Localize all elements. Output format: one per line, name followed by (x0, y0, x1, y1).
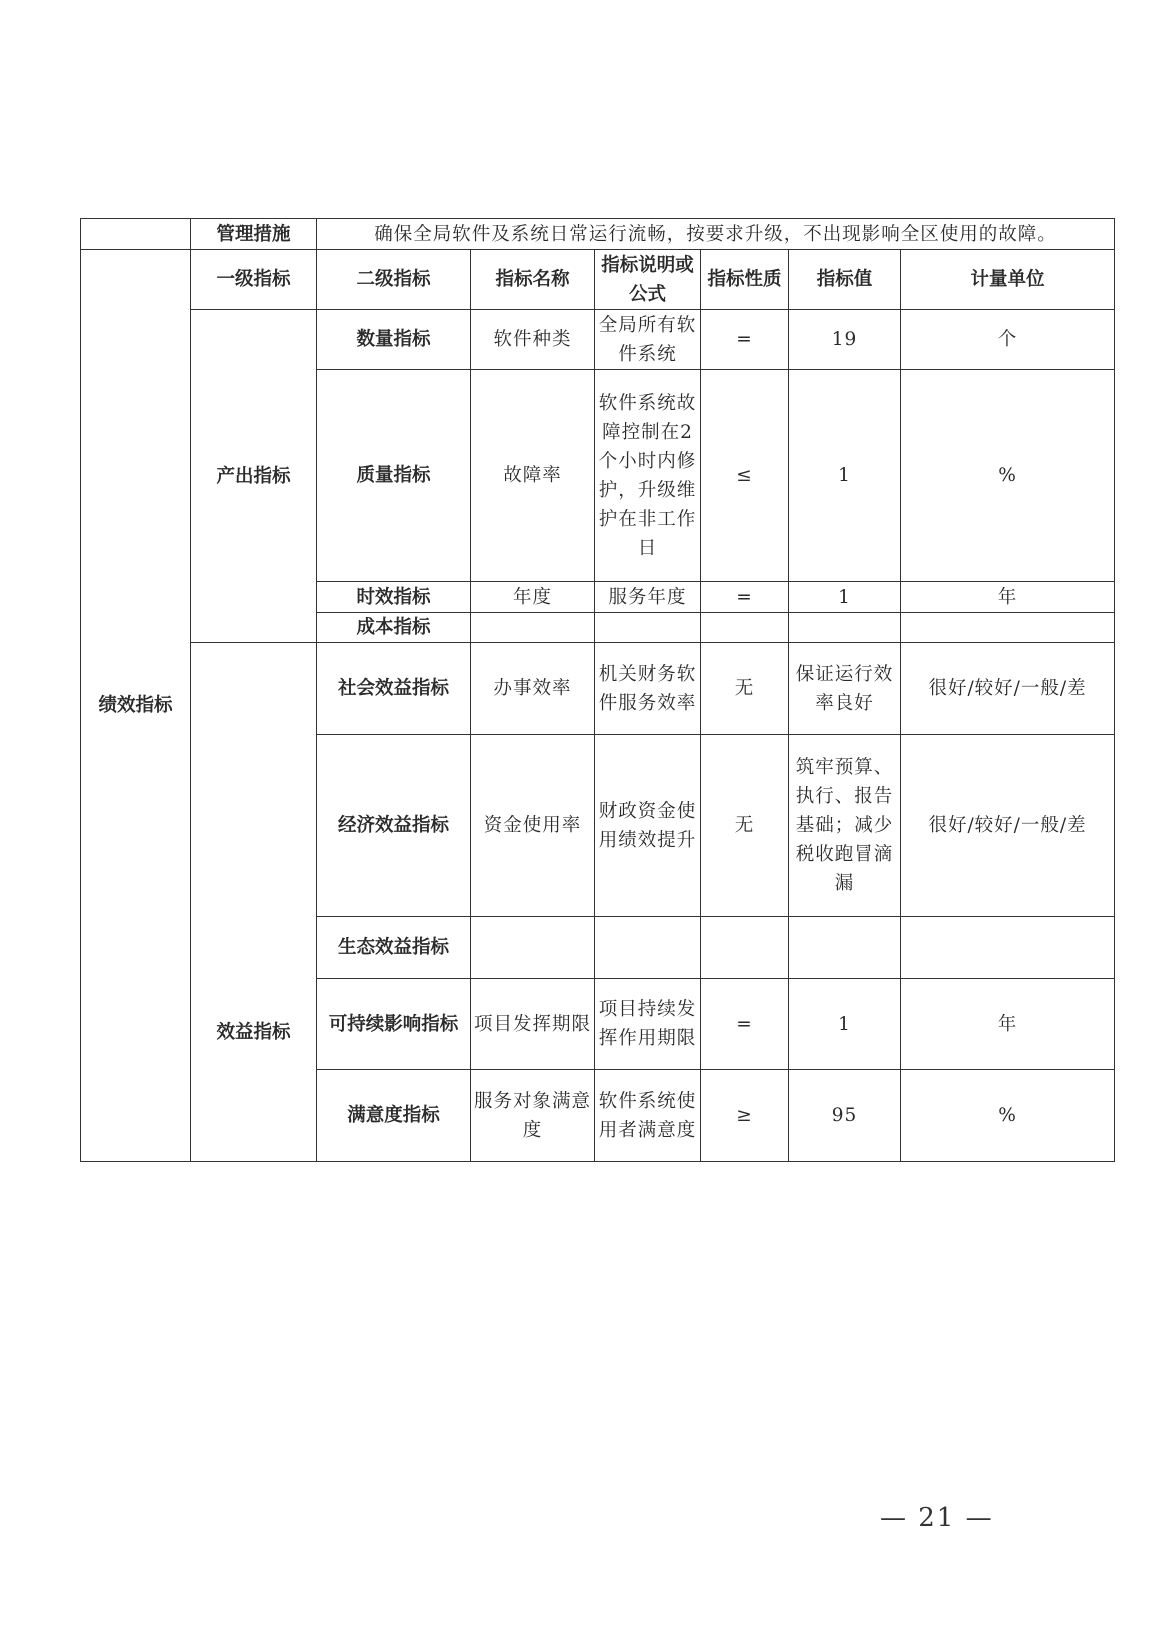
indicator-name-cell: 项目发挥期限 (471, 979, 595, 1070)
indicator-name-cell: 办事效率 (471, 643, 595, 735)
page-number: — 21 — (880, 1503, 994, 1533)
indicator-nature-cell: ≥ (701, 1070, 789, 1162)
level2-cell: 时效指标 (317, 582, 471, 613)
header-name: 指标名称 (471, 250, 595, 310)
indicator-unit-cell: 很好/较好/一般/差 (901, 643, 1115, 735)
empty-cell (595, 613, 701, 643)
indicator-nature-cell: = (701, 979, 789, 1070)
empty-cell (901, 917, 1115, 979)
indicator-value-cell: 1 (789, 370, 901, 582)
level2-cell: 可持续影响指标 (317, 979, 471, 1070)
level2-cell: 数量指标 (317, 310, 471, 370)
header-value: 指标值 (789, 250, 901, 310)
empty-cell (789, 917, 901, 979)
indicator-unit-cell: 年 (901, 582, 1115, 613)
header-level1: 一级指标 (191, 250, 317, 310)
empty-cell (471, 613, 595, 643)
indicator-desc-cell: 全局所有软件系统 (595, 310, 701, 370)
indicator-unit-cell: 个 (901, 310, 1115, 370)
indicator-unit-cell: 很好/较好/一般/差 (901, 735, 1115, 917)
indicator-desc-cell: 服务年度 (595, 582, 701, 613)
indicator-value-cell: 1 (789, 979, 901, 1070)
table-header-row (81, 250, 1115, 310)
indicator-name-cell: 资金使用率 (471, 735, 595, 917)
indicator-desc-cell: 软件系统故障控制在2个小时内修护，升级维护在非工作日 (595, 370, 701, 582)
performance-indicator-table (80, 218, 1115, 1162)
indicator-nature-cell: ≤ (701, 370, 789, 582)
indicator-unit-cell: % (901, 370, 1115, 582)
level2-cell: 社会效益指标 (317, 643, 471, 735)
performance-group-label: 绩效指标 (81, 250, 191, 1162)
indicator-name-cell: 服务对象满意度 (471, 1070, 595, 1162)
level2-cell: 生态效益指标 (317, 917, 471, 979)
management-text: 确保全局软件及系统日常运行流畅，按要求升级，不出现影响全区使用的故障。 (317, 219, 1115, 250)
indicator-name-cell: 年度 (471, 582, 595, 613)
indicator-unit-cell: 年 (901, 979, 1115, 1070)
indicator-desc-cell: 财政资金使用绩效提升 (595, 735, 701, 917)
empty-cell (901, 613, 1115, 643)
indicator-desc-cell: 软件系统使用者满意度 (595, 1070, 701, 1162)
table-row (81, 219, 1115, 250)
output-indicator-label: 产出指标 (191, 310, 317, 643)
indicator-nature-cell: = (701, 582, 789, 613)
indicator-desc-cell: 项目持续发挥作用期限 (595, 979, 701, 1070)
header-nature: 指标性质 (701, 250, 789, 310)
indicator-value-cell: 筑牢预算、执行、报告基础；减少税收跑冒滴漏 (789, 735, 901, 917)
empty-cell (789, 613, 901, 643)
table-row (81, 643, 1115, 735)
blank-cell (81, 219, 191, 250)
benefit-indicator-label: 效益指标 (191, 643, 317, 1162)
indicator-value-cell: 95 (789, 1070, 901, 1162)
level2-cell: 成本指标 (317, 613, 471, 643)
indicator-desc-cell: 机关财务软件服务效率 (595, 643, 701, 735)
level2-cell: 经济效益指标 (317, 735, 471, 917)
management-label: 管理措施 (191, 219, 317, 250)
header-desc: 指标说明或公式 (595, 250, 701, 310)
empty-cell (701, 917, 789, 979)
indicator-name-cell: 软件种类 (471, 310, 595, 370)
indicator-value-cell: 保证运行效率良好 (789, 643, 901, 735)
level2-cell: 质量指标 (317, 370, 471, 582)
header-unit: 计量单位 (901, 250, 1115, 310)
indicator-nature-cell: 无 (701, 735, 789, 917)
indicator-value-cell: 1 (789, 582, 901, 613)
indicator-unit-cell: % (901, 1070, 1115, 1162)
empty-cell (471, 917, 595, 979)
empty-cell (701, 613, 789, 643)
indicator-nature-cell: = (701, 310, 789, 370)
indicator-value-cell: 19 (789, 310, 901, 370)
empty-cell (595, 917, 701, 979)
indicator-nature-cell: 无 (701, 643, 789, 735)
level2-cell: 满意度指标 (317, 1070, 471, 1162)
header-level2: 二级指标 (317, 250, 471, 310)
table-row (81, 310, 1115, 370)
indicator-name-cell: 故障率 (471, 370, 595, 582)
